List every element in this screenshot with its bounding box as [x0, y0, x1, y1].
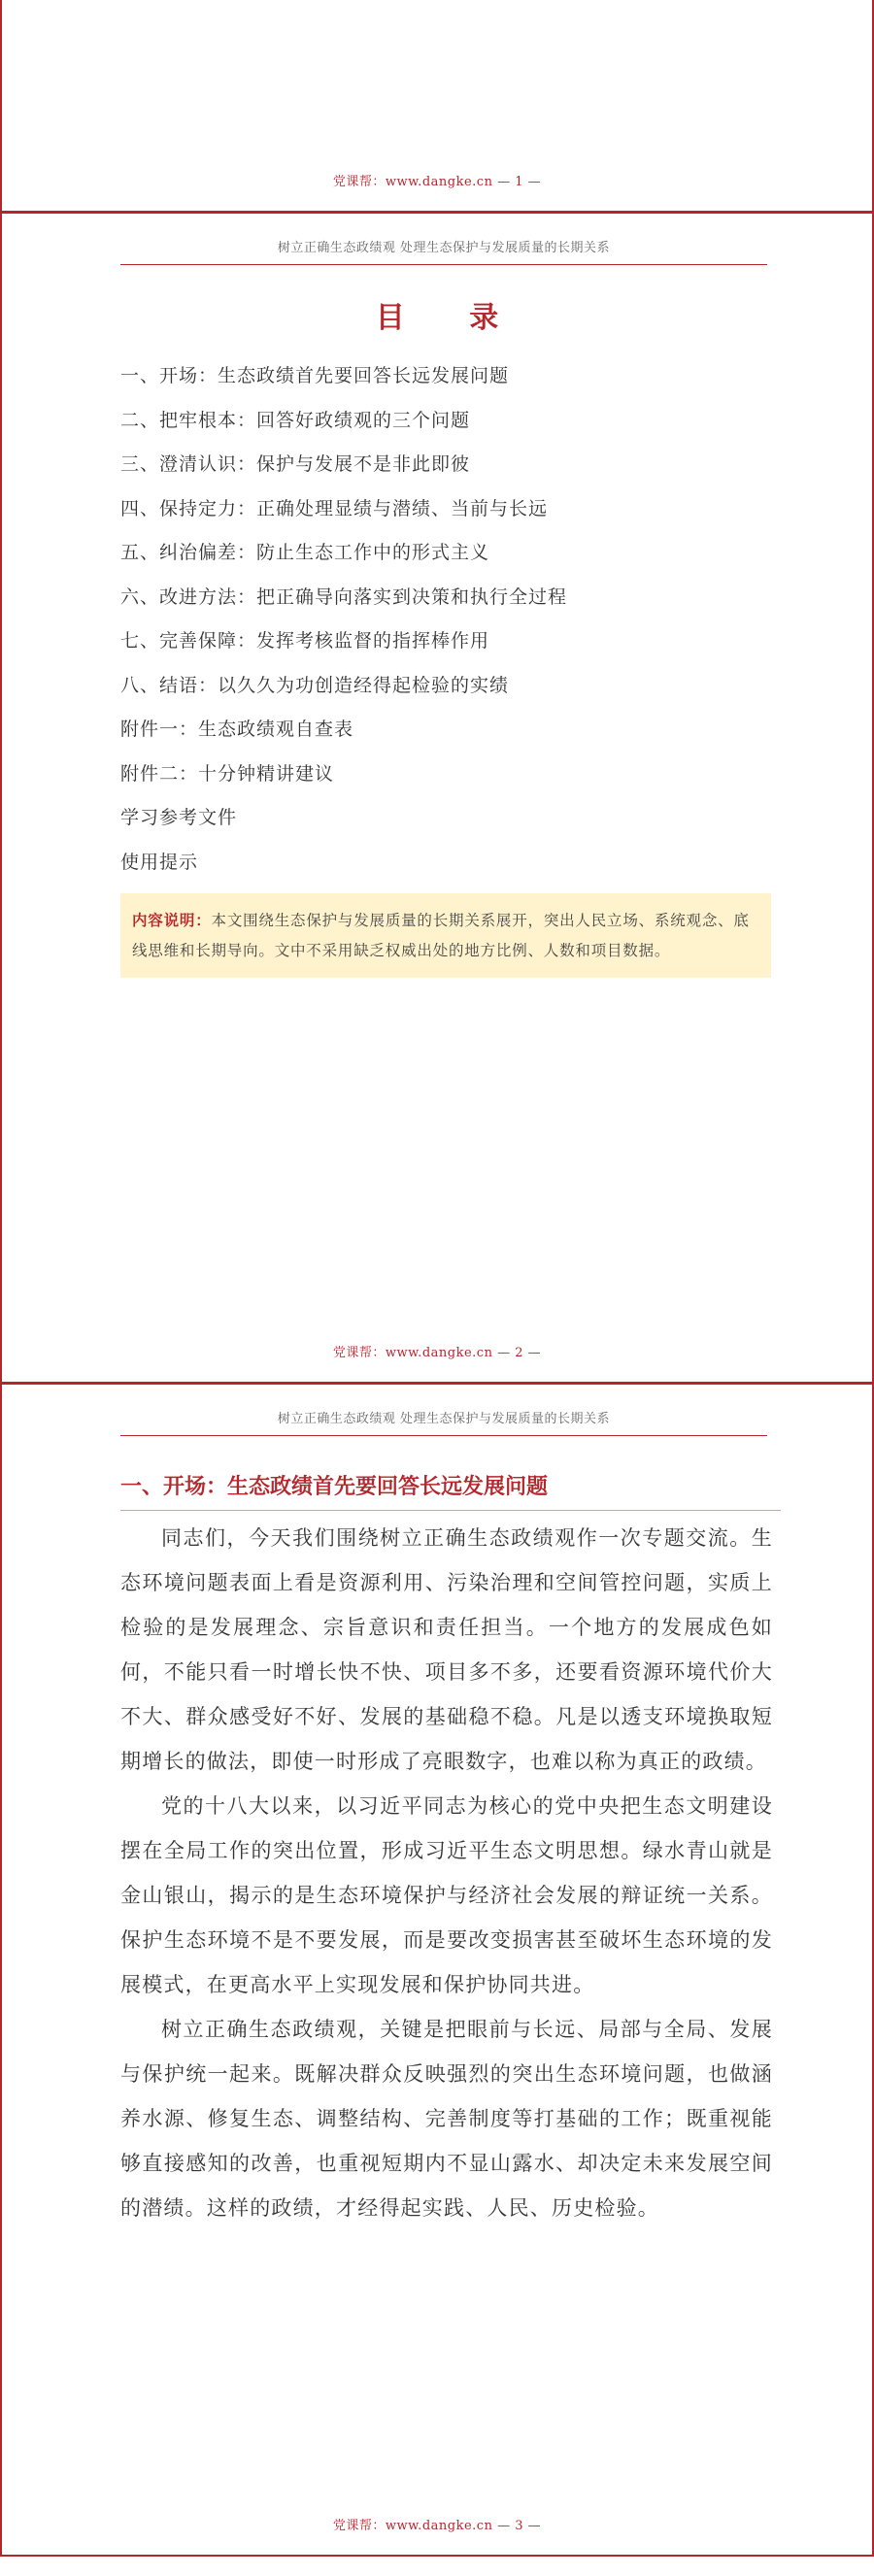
page-1: [0, 0, 874, 211]
footer-site: 党课帮：www.dangke.cn: [332, 2519, 493, 2533]
footer-page-number: — 2 —: [497, 1346, 542, 1360]
page-footer: [2, 1342, 872, 1360]
toc-item[interactable]: 三、澄清认识：保护与发展不是非此即彼: [120, 453, 471, 475]
toc-item[interactable]: 七、完善保障：发挥考核监督的指挥棒作用: [120, 630, 490, 652]
toc-item[interactable]: 一、开场：生态政绩首先要回答长远发展问题: [120, 365, 510, 386]
toc-item[interactable]: 使用提示: [120, 851, 199, 873]
toc-list: [120, 361, 781, 891]
toc-item[interactable]: 附件二：十分钟精讲建议: [120, 762, 335, 785]
toc-item[interactable]: 二、把牢根本：回答好政绩观的三个问题: [120, 409, 471, 431]
footer-site: 党课帮：www.dangke.cn: [332, 175, 493, 189]
page-2: [0, 214, 874, 1382]
content-note-box: [120, 893, 771, 978]
running-header: 树立正确生态政绩观 处理生态保护与发展质量的长期关系: [120, 1408, 767, 1436]
body-paragraph: 党的十八大以来，以习近平同志为核心的党中央把生态文明建设摆在全局工作的突出位置，形成习近平生态文明思想。绿水青山就是金山银山，揭示的是生态环境保护与经济社会发展的辩证统一关系。保护生态环境不是不要发展，而是要改变损害甚至破坏生态环境的发展模式，在更高水平上实现发展和保护协同共进。: [120, 1794, 773, 1996]
page-footer: [2, 2515, 872, 2533]
page-3: [0, 1385, 874, 2557]
section-body: [120, 1516, 773, 2230]
running-header: 树立正确生态政绩观 处理生态保护与发展质量的长期关系: [120, 237, 767, 265]
footer-page-number: — 1 —: [497, 175, 542, 189]
body-paragraph: 树立正确生态政绩观，关键是把眼前与长远、局部与全局、发展与保护统一起来。既解决群众反映强烈的突出生态环境问题，也做涵养水源、修复生态、调整结构、完善制度等打基础的工作；既重视能够直接感知的改善，也重视短期内不显山露水、却决定未来发展空间的潜绩。这样的政绩，才经得起实践、人民、历史检验。: [120, 2018, 773, 2220]
page-footer: [2, 171, 872, 189]
toc-item[interactable]: 五、纠治偏差：防止生态工作中的形式主义: [120, 542, 490, 563]
body-paragraph: 同志们，今天我们围绕树立正确生态政绩观作一次专题交流。生态环境问题表面上看是资源利用、污染治理和空间管控问题，实质上检验的是发展理念、宗旨意识和责任担当。一个地方的发展成色如何，不能只看一时增长快不快、项目多不多，还要看资源环境代价大不大、群众感受好不好、发展的基础稳不稳。凡是以透支环境换取短期增长的做法，即使一时形成了亮眼数字，也难以称为真正的政绩。: [120, 1526, 773, 1773]
footer-page-number: — 3 —: [497, 2519, 542, 2533]
toc-title: 目 录: [375, 301, 526, 335]
toc-item[interactable]: 八、结语：以久久为功创造经得起检验的实绩: [120, 674, 510, 696]
toc-item[interactable]: 四、保持定力：正确处理显绩与潜绩、当前与长远: [120, 497, 549, 519]
note-label: 内容说明：: [132, 911, 212, 929]
section-heading: 一、开场：生态政绩首先要回答长远发展问题: [120, 1470, 781, 1511]
note-text: 本文围绕生态保护与发展质量的长期关系展开，突出人民立场、系统观念、底线思维和长期导向。文中不采用缺乏权威出处的地方比例、人数和项目数据。: [132, 912, 750, 959]
footer-site: 党课帮：www.dangke.cn: [332, 1346, 493, 1360]
toc-item[interactable]: 附件一：生态政绩观自查表: [120, 719, 354, 740]
toc-item[interactable]: 学习参考文件: [120, 807, 238, 828]
toc-item[interactable]: 六、改进方法：把正确导向落实到决策和执行全过程: [120, 585, 568, 608]
